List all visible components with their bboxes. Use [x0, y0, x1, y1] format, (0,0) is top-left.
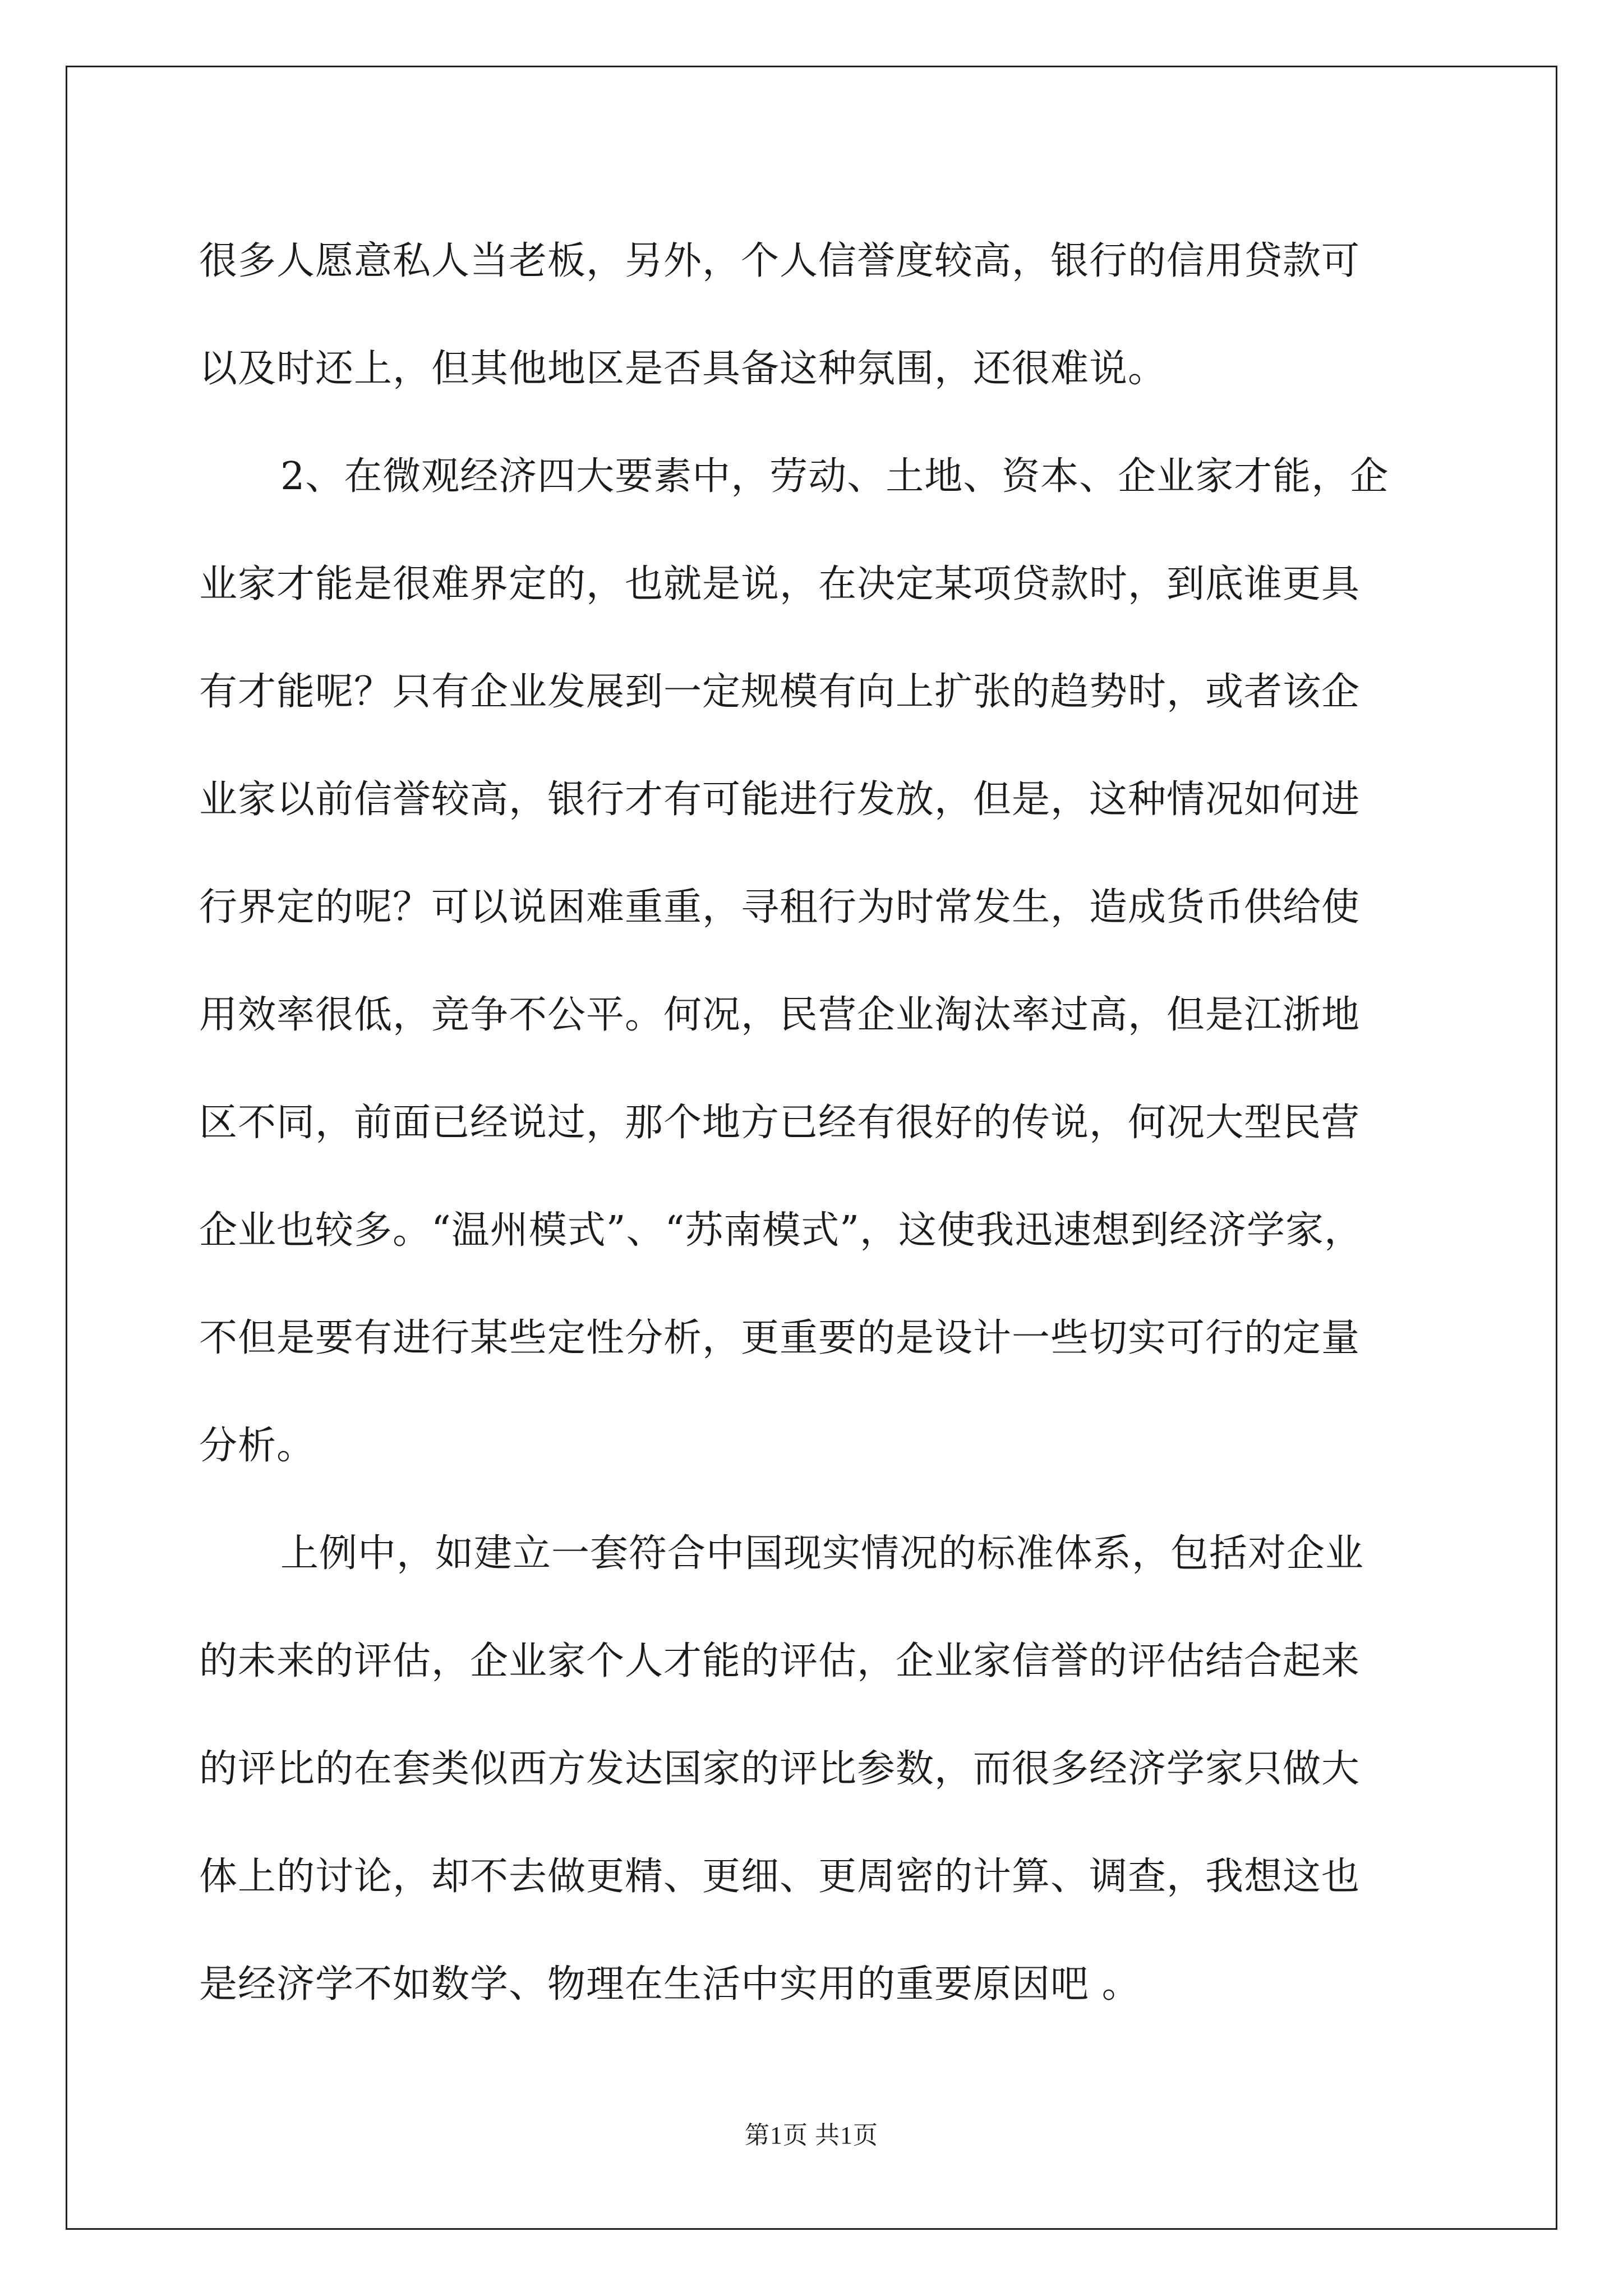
paragraph-1 [199, 208, 1433, 423]
text-line: 用效率很低，竞争不公平。何况，民营企业淘汰率过高，但是江浙地 [199, 993, 1361, 1037]
text-line: 行界定的呢？可以说困难重重，寻租行为时常发生，造成货币供给使 [199, 885, 1361, 930]
text-line: 的评比的在套类似西方发达国家的评比参数，而很多经济学家只做大 [199, 1747, 1361, 1791]
text-line: 企业也较多。“温州模式”、“苏南模式”，这使我迅速想到经济学家， [199, 1208, 1363, 1253]
text-line: 业家以前信誉较高，银行才有可能进行发放，但是，这种情况如何进 [199, 777, 1361, 822]
page-number-footer: 第1页 共1页 [745, 2122, 878, 2149]
text-line: 2、在微观经济四大要素中，劳动、土地、资本、企业家才能，企 [280, 454, 1389, 499]
text-line: 不但是要有进行某些定性分析，更重要的是设计一些切实可行的定量 [199, 1316, 1361, 1360]
paragraph-2 [199, 423, 1433, 1500]
text-line: 有才能呢？只有企业发展到一定规模有向上扩张的趋势时，或者该企 [199, 670, 1361, 714]
document-body [199, 208, 1433, 2039]
text-line: 是经济学不如数学、物理在生活中实用的重要原因吧 。 [199, 1962, 1141, 2007]
text-line: 体上的讨论，却不去做更精、更细、更周密的计算、调查，我想这也 [199, 1855, 1361, 1899]
text-line: 业家才能是很难界定的，也就是说，在决定某项贷款时，到底谁更具 [199, 562, 1361, 606]
text-line: 很多人愿意私人当老板，另外，个人信誉度较高，银行的信用贷款可 [199, 239, 1361, 283]
text-line: 分析。 [199, 1424, 316, 1468]
text-line: 以及时还上，但其他地区是否具备这种氛围，还很难说。 [199, 347, 1167, 391]
text-line: 区不同，前面已经说过，那个地方已经有很好的传说，何况大型民营 [199, 1101, 1361, 1145]
text-line: 上例中，如建立一套符合中国现实情况的标准体系，包括对企业 [280, 1531, 1364, 1576]
text-line: 的未来的评估，企业家个人才能的评估，企业家信誉的评估结合起来 [199, 1639, 1361, 1683]
paragraph-3 [199, 1500, 1433, 2039]
